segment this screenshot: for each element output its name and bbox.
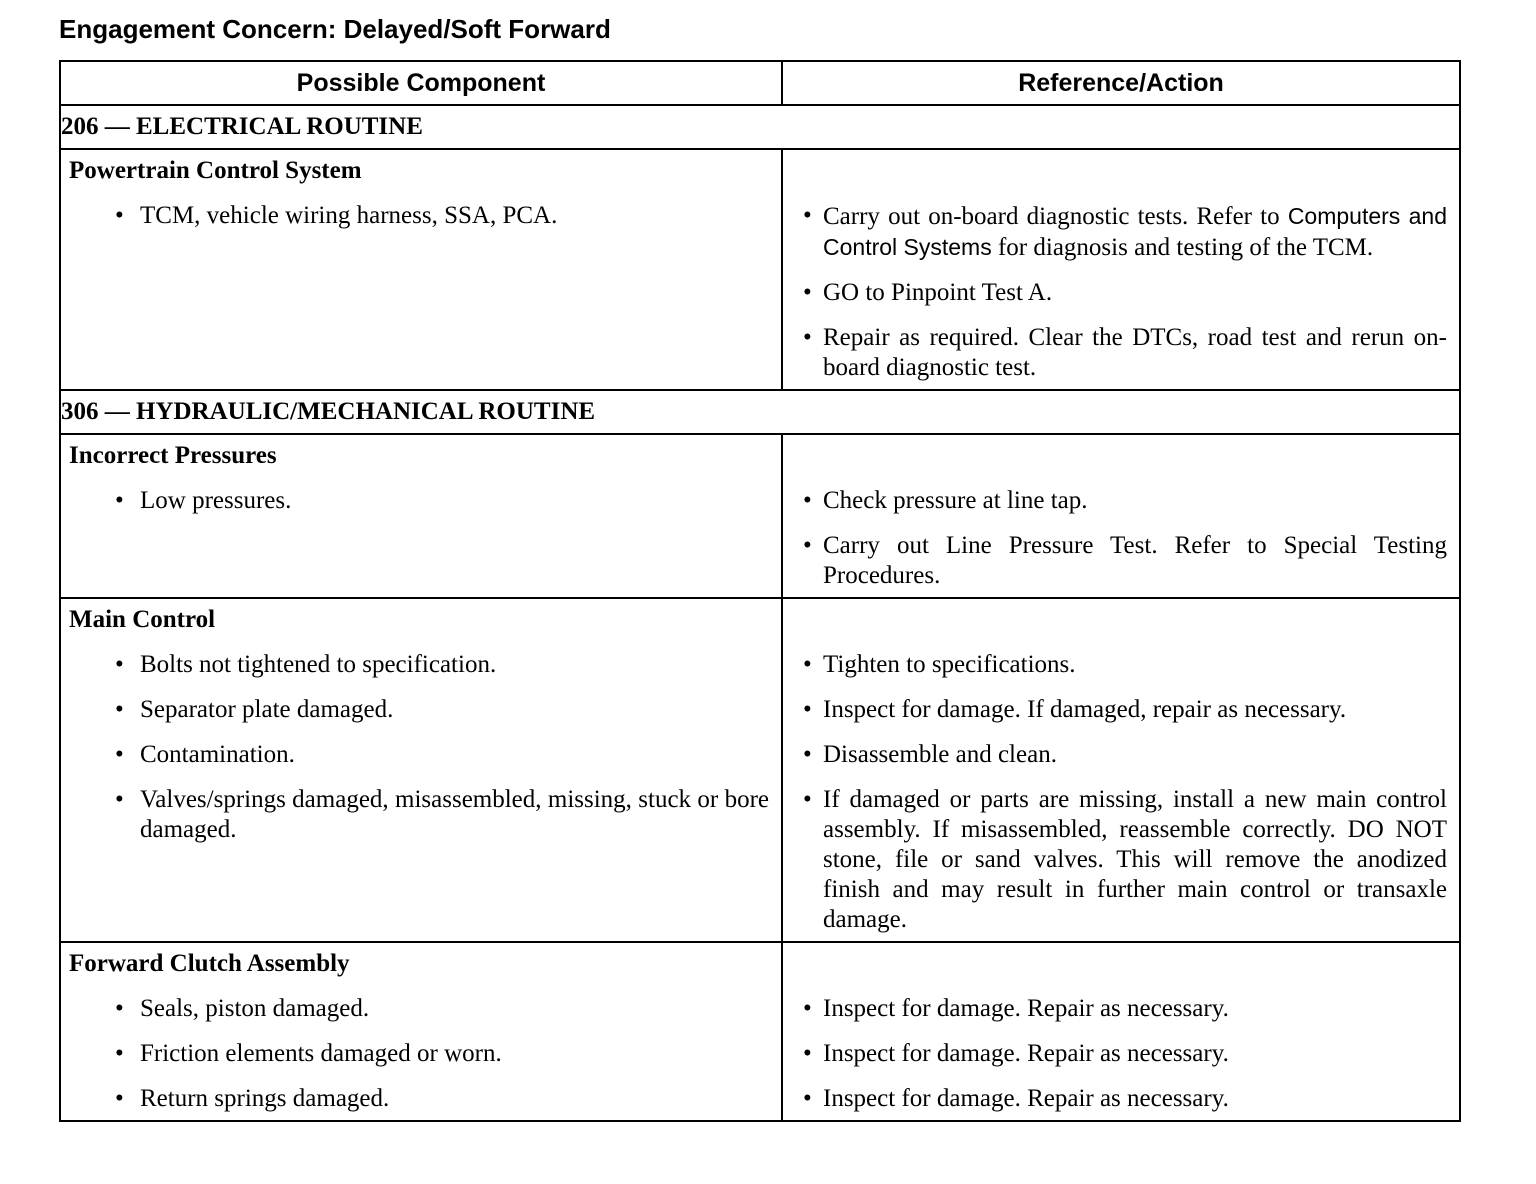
cause-list (69, 650, 769, 845)
action-item: • Inspect for damage. Repair as necessary. (791, 994, 1447, 1024)
cause-list (69, 201, 769, 231)
component-cell (60, 942, 782, 1121)
cause-item: • Seals, piston damaged. (69, 994, 769, 1024)
action-item: • Inspect for damage. If damaged, repair as necessary. (791, 695, 1447, 725)
cause-list (69, 486, 769, 516)
action-cell (782, 434, 1460, 598)
action-text: for diagnosis and testing of the TCM. (991, 234, 1374, 261)
action-list (791, 994, 1447, 1114)
section-row (60, 105, 1460, 149)
action-list (791, 650, 1447, 935)
action-list (791, 486, 1447, 591)
cause-item: • Bolts not tightened to specification. (69, 650, 769, 680)
cause-item: • Separator plate damaged. (69, 695, 769, 725)
page-title: Engagement Concern: Delayed/Soft Forward (59, 14, 611, 44)
component-cell (60, 598, 782, 942)
cause-item: • Friction elements damaged or worn. (69, 1039, 769, 1069)
cause-item: • Low pressures. (69, 486, 769, 516)
cause-item: • TCM, vehicle wiring harness, SSA, PCA. (69, 201, 769, 231)
action-cell (782, 598, 1460, 942)
table-row (60, 434, 1460, 598)
action-item: • Inspect for damage. Repair as necessary. (791, 1039, 1447, 1069)
action-cell (782, 942, 1460, 1121)
component-cell (60, 149, 782, 390)
table-row (60, 598, 1460, 942)
action-item: • Check pressure at line tap. (791, 486, 1447, 516)
reference-link[interactable]: Computers and Control Systems (823, 203, 1447, 260)
action-item: • GO to Pinpoint Test A. (791, 278, 1447, 308)
action-item: • Disassemble and clean. (791, 740, 1447, 770)
action-cell (782, 149, 1460, 390)
component-cell (60, 434, 782, 598)
cause-item: • Return springs damaged. (69, 1084, 769, 1114)
action-item: • Carry out Line Pressure Test. Refer to Special Testing Procedures. (791, 531, 1447, 591)
component-heading: Incorrect Pressures (69, 442, 277, 469)
action-item (791, 201, 1447, 263)
section-label: 206 — ELECTRICAL ROUTINE (60, 105, 1460, 149)
component-heading: Main Control (69, 606, 216, 633)
component-heading: Forward Clutch Assembly (69, 950, 350, 977)
action-item: • Inspect for damage. Repair as necessary. (791, 1084, 1447, 1114)
action-item: • If damaged or parts are missing, install a new main control assembly. If misassembled, reassemble correctly. DO NOT stone, file or sand valves. This will remove the anodized finish and may result in further main control or transaxle damage. (791, 785, 1447, 935)
cause-item: • Contamination. (69, 740, 769, 770)
section-label: 306 — HYDRAULIC/MECHANICAL ROUTINE (60, 390, 1460, 434)
table-row (60, 149, 1460, 390)
table-row (60, 942, 1460, 1121)
column-header-action: Reference/Action (782, 61, 1460, 105)
action-item: • Tighten to specifications. (791, 650, 1447, 680)
section-row (60, 390, 1460, 434)
cause-list (69, 994, 769, 1114)
component-heading: Powertrain Control System (69, 157, 362, 184)
cause-item: • Valves/springs damaged, misassembled, missing, stuck or bore damaged. (69, 785, 769, 845)
action-text: Carry out on-board diagnostic tests. Refer to (823, 203, 1288, 230)
action-item: • Repair as required. Clear the DTCs, road test and rerun on-board diagnostic test. (791, 323, 1447, 383)
table-header-row (60, 61, 1460, 105)
action-list (791, 201, 1447, 383)
column-header-component: Possible Component (60, 61, 782, 105)
diagnostic-table (59, 60, 1461, 1122)
